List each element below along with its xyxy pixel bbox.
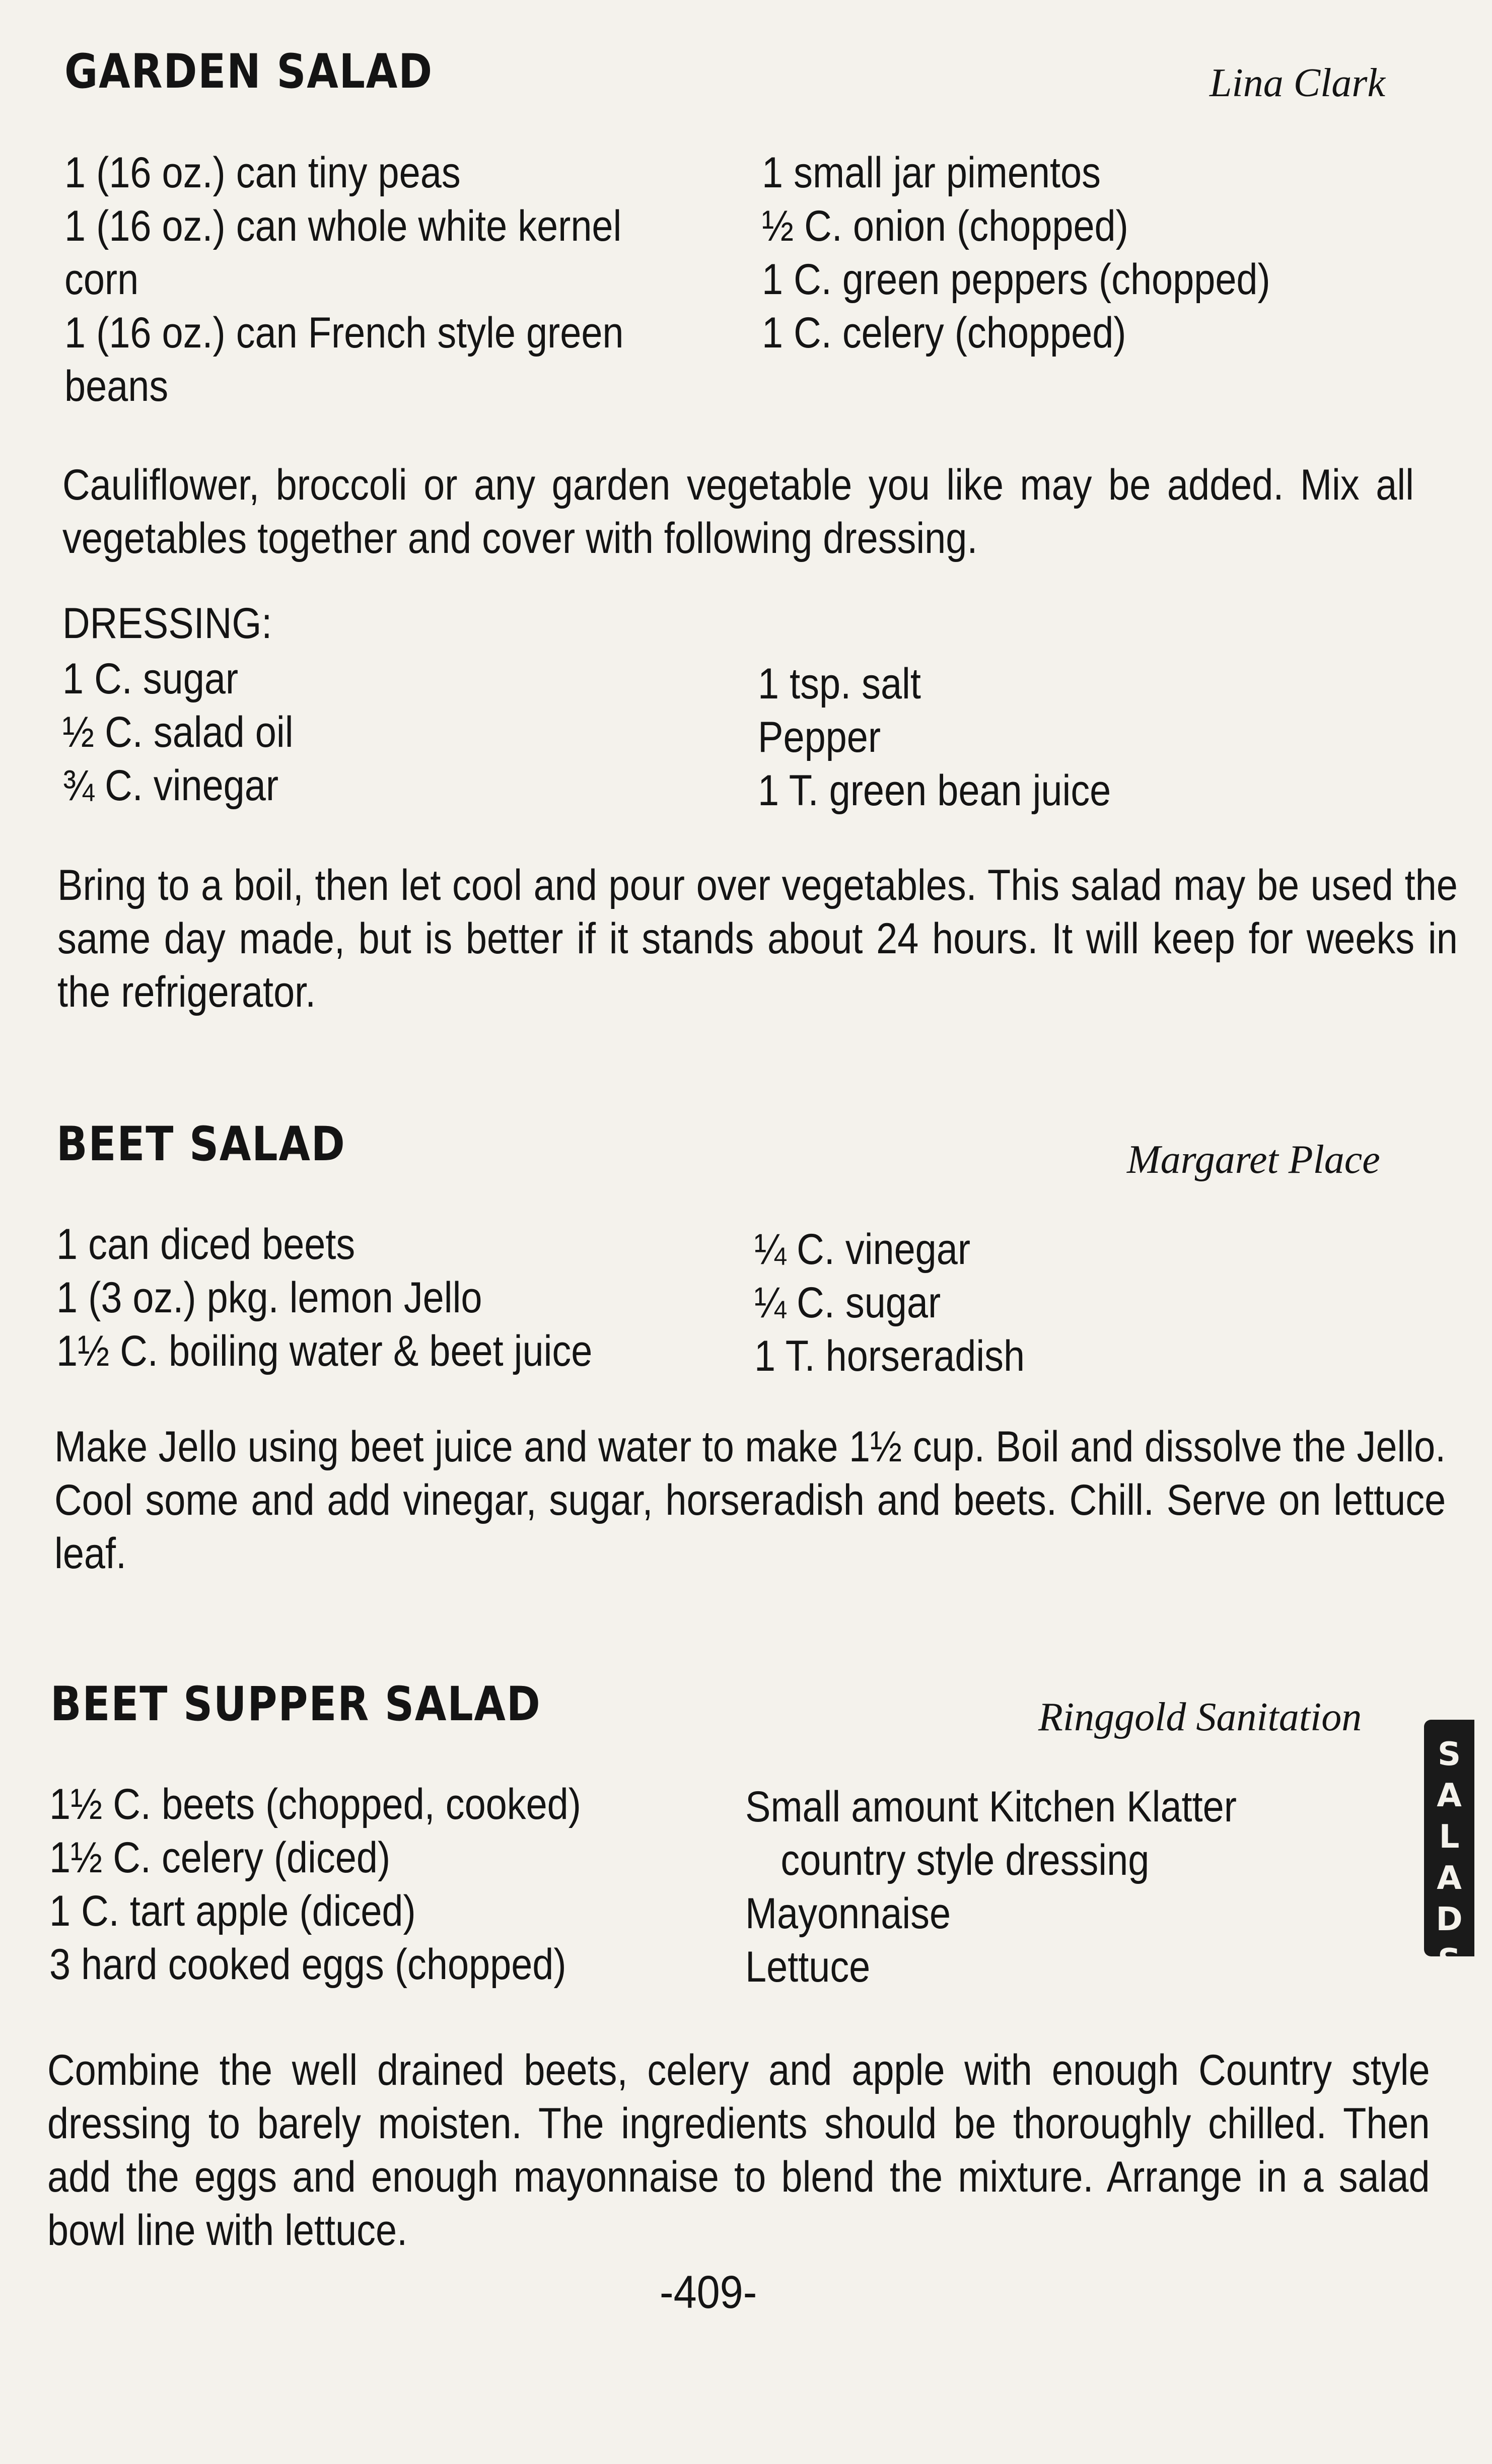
section-tab-letter: S	[1437, 1736, 1461, 1773]
ingredient-item: Pepper	[758, 713, 881, 761]
recipe-author: Margaret Place	[1127, 1138, 1380, 1182]
ingredient-item: Small amount Kitchen Klatter	[745, 1783, 1237, 1831]
section-tab-letter: D	[1436, 1901, 1463, 1938]
ingredient-item: 1½ C. boiling water & beet juice	[56, 1327, 593, 1375]
ingredient-item: ¼ C. sugar	[754, 1279, 941, 1327]
section-tab-letter: L	[1439, 1818, 1460, 1856]
ingredient-item: 1 small jar pimentos	[762, 149, 1101, 197]
ingredient-item: Lettuce	[745, 1943, 871, 1991]
ingredient-item: 1 (16 oz.) can tiny peas	[64, 149, 461, 197]
ingredient-item: 1 (3 oz.) pkg. lemon Jello	[56, 1274, 482, 1322]
section-tab-salads	[1424, 1720, 1474, 1980]
ingredient-item: 1 T. green bean juice	[758, 766, 1111, 815]
ingredient-item: ¼ C. vinegar	[754, 1225, 971, 1274]
section-tab-letter: A	[1437, 1777, 1462, 1814]
ingredient-item: 1 (16 oz.) can whole white kernel corn	[64, 202, 622, 304]
ingredient-item: 1 T. horseradish	[754, 1332, 1025, 1380]
recipe-author: Ringgold Sanitation	[1038, 1695, 1362, 1739]
recipe-author: Lina Clark	[1210, 61, 1385, 105]
recipe-title: BEET SUPPER SALAD	[50, 1677, 541, 1732]
recipe-title: BEET SALAD	[56, 1117, 346, 1172]
ingredient-item: ¾ C. vinegar	[62, 761, 279, 810]
section-tab-letter: S	[1437, 1942, 1461, 1980]
ingredient-item: 1 C. green peppers (chopped)	[762, 255, 1270, 304]
ingredient-item: ½ C. onion (chopped)	[762, 202, 1128, 250]
ingredients-left	[49, 1778, 692, 1991]
ingredient-item: 1 tsp. salt	[758, 660, 921, 708]
dressing-ingredients-right	[758, 657, 1334, 817]
ingredients-left	[64, 146, 685, 413]
recipe-instructions: Cauliflower, broccoli or any garden vegetable you like may be added. Mix all vegetables together and cover with following dressing.	[62, 461, 1414, 562]
ingredient-item: ½ C. salad oil	[62, 708, 294, 756]
ingredients-right	[754, 1223, 1286, 1383]
ingredients-right	[745, 1780, 1366, 1994]
recipe-title: GARDEN SALAD	[64, 44, 433, 99]
ingredient-item: 1 C. sugar	[62, 655, 239, 703]
dressing-label: DRESSING:	[62, 599, 272, 648]
ingredient-item: 1½ C. celery (diced)	[49, 1834, 391, 1882]
ingredient-item: 1 C. tart apple (diced)	[49, 1887, 416, 1935]
ingredient-item: 1 (16 oz.) can French style green beans	[64, 309, 624, 410]
ingredient-item: Mayonnaise	[745, 1889, 951, 1938]
ingredients-right	[762, 146, 1338, 360]
ingredient-item: 3 hard cooked eggs (chopped)	[49, 1940, 566, 1989]
recipe-instructions: Combine the well drained beets, celery and apple with enough Country style dressing to barely moisten. The ingredients should be thoroughly chilled. Then add the eggs and enough mayonnaise to blend the mixture. Arrange in a salad bowl line with lettuce.	[47, 2046, 1430, 2255]
ingredient-item: country style dressing	[780, 1836, 1150, 1884]
ingredient-item: 1 can diced beets	[56, 1220, 356, 1269]
ingredients-left	[56, 1218, 677, 1378]
ingredient-item: 1½ C. beets (chopped, cooked)	[49, 1780, 581, 1828]
section-tab-letter: A	[1437, 1860, 1462, 1897]
recipe-instructions: Make Jello using beet juice and water to make 1½ cup. Boil and dissolve the Jello. Cool some and add vinegar, sugar, horseradish and beets. Chill. Serve on lettuce leaf.	[54, 1423, 1446, 1578]
dressing-ingredients-left	[62, 652, 638, 812]
section-tab-label	[1424, 1720, 1474, 1982]
ingredient-item: 1 C. celery (chopped)	[762, 309, 1126, 357]
dressing-instructions: Bring to a boil, then let cool and pour over vegetables. This salad may be used the same day made, but is better if it stands about 24 hours. It will keep for weeks in the refrigerator.	[57, 861, 1458, 1016]
page-number: -409-	[660, 2267, 757, 2318]
